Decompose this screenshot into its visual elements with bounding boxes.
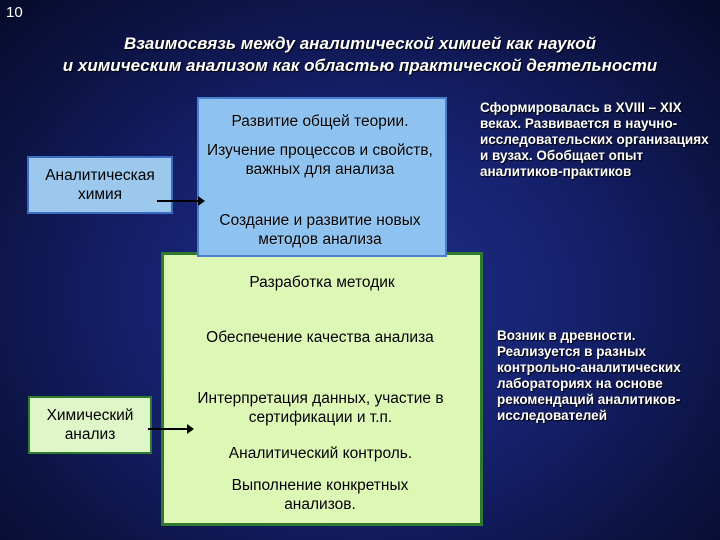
- theory-item: Развитие общей теории.: [231, 113, 409, 130]
- chemical-analysis-description: Возник в древности. Реализуется в разных контрольно-аналитических лабораториях на основе рекомендаций аналитиков-исследователей: [497, 328, 681, 423]
- chemical-arrow: [148, 428, 188, 430]
- methods-item: Создание и развитие новых методов анализа: [219, 212, 421, 248]
- analytical-arrow: [157, 200, 199, 202]
- analytical-chemistry-label-text: Аналитическая химия: [45, 167, 155, 203]
- chemical-analysis-label: [28, 396, 152, 454]
- quality-item: Обеспечение качества анализа: [206, 329, 434, 346]
- analytical-chemistry-label: [27, 156, 173, 214]
- processes-item: Изучение процессов и свойств, важных для анализа: [207, 142, 433, 178]
- title-line-1: Взаимосвязь между аналитической химией как наукой: [123, 34, 597, 53]
- chemical-analysis-label-text: Химический анализ: [46, 407, 134, 443]
- title-line-2: и химическим анализом как областью практической деятельности: [62, 56, 658, 75]
- control-item: Аналитический контроль.: [228, 445, 413, 462]
- analytical-chemistry-description: Сформировалась в XVIII – XIX веках. Развивается в научно-исследовательских организациях и вузах. Обобщает опыт аналитиков-практиков: [480, 100, 709, 179]
- execution-item: Выполнение конкретных анализов.: [231, 477, 409, 513]
- interpretation-item: Интерпретация данных, участие в сертификации и т.п.: [197, 390, 444, 426]
- slide-number: 10: [6, 4, 23, 21]
- methodology-item: Разработка методик: [249, 274, 395, 291]
